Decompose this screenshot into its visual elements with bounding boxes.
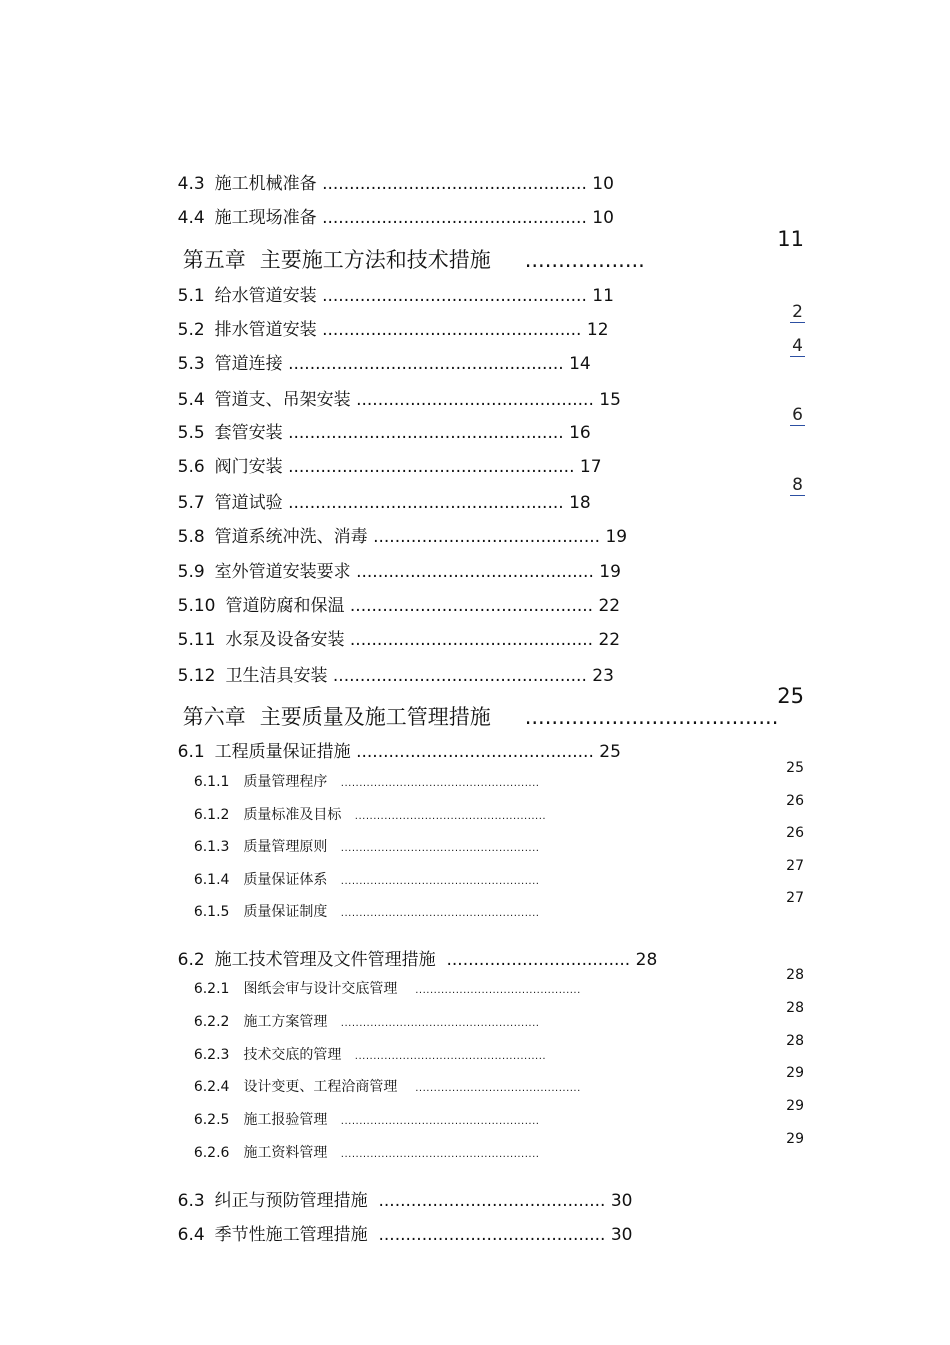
toc-number: 5.3: [177, 354, 205, 374]
toc-title: 管道支、吊架安装: [214, 390, 351, 410]
toc-leader: ......................................................: [340, 778, 540, 789]
toc-number: 5.1: [177, 286, 205, 306]
toc-title: 工程质量保证措施: [214, 742, 351, 762]
toc-number: 5.7: [177, 493, 205, 513]
toc-number: 6.2: [177, 950, 205, 970]
toc-chapter-5-page: 11: [777, 227, 804, 251]
toc-number: 5.8: [177, 527, 205, 547]
toc-title: 技术交底的管理: [243, 1047, 342, 1063]
toc-page-number: 25: [786, 760, 804, 776]
toc-page-number: 27: [786, 858, 804, 874]
toc-number: 4.4: [177, 208, 205, 228]
toc-number: 5.6: [177, 457, 205, 477]
toc-leader: ......................................................: [340, 908, 540, 919]
toc-leader: ............................................: [356, 562, 594, 582]
toc-leader: ..................: [524, 248, 645, 272]
toc-title: 室外管道安装要求: [214, 562, 351, 582]
toc-title: 阀门安装: [214, 457, 283, 477]
toc-number: 5.11: [177, 630, 216, 650]
toc-leader: .................................................: [322, 208, 587, 228]
toc-title: 图纸会审与设计交底管理: [243, 981, 398, 997]
toc-page-number: 22: [598, 630, 621, 650]
toc-title: 季节性施工管理措施: [214, 1225, 368, 1245]
toc-title: 排水管道安装: [214, 320, 317, 340]
toc-page-number: 15: [599, 390, 621, 410]
toc-page-number: 18: [569, 493, 591, 513]
toc-page-number: 27: [786, 890, 804, 906]
toc-leader: ..................................: [446, 950, 631, 970]
toc-number: 6.3: [177, 1191, 205, 1211]
toc-title: 管道试验: [214, 493, 283, 513]
toc-page-number: 19: [599, 562, 621, 582]
toc-title: 施工方案管理: [243, 1014, 328, 1030]
toc-number: 5.9: [177, 562, 205, 582]
toc-number: 6.2.2: [193, 1014, 230, 1030]
toc-leader: ................................................: [322, 320, 582, 340]
toc-leader: .....................................................: [288, 457, 575, 477]
toc-leader: ..........................................: [378, 1225, 606, 1245]
toc-leader: ......................................................: [340, 843, 540, 854]
toc-chapter-number: 第五章: [182, 248, 246, 272]
toc-number: 6.1.1: [193, 774, 230, 790]
toc-chapter-title: 主要质量及施工管理措施: [259, 705, 491, 729]
toc-title: 施工资料管理: [243, 1145, 328, 1161]
toc-title: 质量管理程序: [243, 774, 328, 790]
toc-leader: .................................................: [322, 286, 587, 306]
toc-number: 6.2.3: [193, 1047, 230, 1063]
toc-page-number: 14: [569, 354, 591, 374]
toc-page-number: 29: [786, 1131, 804, 1147]
toc-title: 质量管理原则: [243, 839, 328, 855]
toc-number: 6.4: [177, 1225, 205, 1245]
toc-leader: .............................................: [415, 985, 581, 996]
toc-title: 施工现场准备: [214, 208, 317, 228]
toc-page-number: 28: [786, 1000, 804, 1016]
toc-page-number: 22: [598, 596, 621, 616]
toc-chapter-number: 第六章: [182, 705, 246, 729]
toc-page-number: 28: [635, 950, 658, 970]
toc-number: 6.2.5: [193, 1112, 230, 1128]
toc-leader: ............................................: [356, 390, 594, 410]
toc-title: 管道防腐和保温: [225, 596, 345, 616]
toc-leader: ...................................................: [288, 493, 564, 513]
toc-leader: ......................................................: [340, 1116, 540, 1127]
toc-page-number: 29: [786, 1098, 804, 1114]
toc-leader: ............................................: [356, 742, 594, 762]
toc-title: 施工技术管理及文件管理措施: [214, 950, 436, 970]
toc-leader: .................................................: [322, 174, 587, 194]
toc-number: 5.10: [177, 596, 216, 616]
toc-leader: ..........................................: [378, 1191, 606, 1211]
toc-page-number: 12: [586, 320, 609, 340]
toc-title: 水泵及设备安装: [225, 630, 345, 650]
toc-title: 管道系统冲洗、消毒: [214, 527, 368, 547]
toc-number: 6.1.3: [193, 839, 230, 855]
margin-link-marker[interactable]: 6: [790, 407, 805, 426]
toc-page-number: 26: [786, 793, 804, 809]
toc-leader: ...................................................: [288, 423, 564, 443]
toc-title: 纠正与预防管理措施: [214, 1191, 368, 1211]
toc-page-number: 10: [592, 208, 614, 228]
toc-leader: ..........................................: [373, 527, 601, 547]
toc-leader: ...............................................: [332, 666, 587, 686]
toc-leader: ......................................................: [340, 1018, 540, 1029]
toc-page-number: 11: [592, 286, 614, 306]
toc-entry-6-4[interactable]: [156, 1210, 633, 1261]
toc-page-number: 10: [592, 174, 614, 194]
toc-number: 6.2.1: [193, 981, 230, 997]
toc-page-number: 30: [610, 1191, 633, 1211]
toc-page-number: 23: [592, 666, 614, 686]
toc-title: 给水管道安装: [214, 286, 317, 306]
toc-page-number: 19: [605, 527, 628, 547]
toc-number: 6.1.4: [193, 872, 230, 888]
toc-entry-6-2-6[interactable]: [176, 1132, 539, 1174]
toc-page-number: 29: [786, 1065, 804, 1081]
toc-title: 施工报验管理: [243, 1112, 328, 1128]
toc-number: 5.4: [177, 390, 205, 410]
toc-page-number: 26: [786, 825, 804, 841]
toc-leader: ......................................: [524, 705, 779, 729]
toc-title: 套管安装: [214, 423, 283, 443]
toc-number: 4.3: [177, 174, 205, 194]
toc-page-number: 25: [599, 742, 621, 762]
margin-link-marker[interactable]: 8: [790, 477, 805, 496]
toc-entry-6-1-5[interactable]: [176, 891, 539, 933]
toc-leader: ....................................................: [354, 811, 547, 822]
toc-page-number: 30: [610, 1225, 633, 1245]
toc-title: 管道连接: [214, 354, 283, 374]
toc-page-number: 16: [569, 423, 591, 443]
toc-page-number: 28: [786, 967, 804, 983]
toc-title: 施工机械准备: [214, 174, 317, 194]
toc-leader: ......................................................: [340, 876, 540, 887]
toc-title: 设计变更、工程洽商管理: [243, 1079, 398, 1095]
toc-page-number: 17: [579, 457, 602, 477]
toc-number: 6.1.2: [193, 807, 230, 823]
margin-link-marker[interactable]: 4: [790, 338, 805, 357]
toc-leader: ....................................................: [354, 1051, 547, 1062]
toc-number: 6.1.5: [193, 904, 230, 920]
toc-title: 卫生洁具安装: [225, 666, 328, 686]
toc-number: 6.1: [177, 742, 205, 762]
toc-leader: .............................................: [349, 596, 594, 616]
toc-leader: .............................................: [349, 630, 594, 650]
toc-number: 6.2.6: [193, 1145, 230, 1161]
toc-leader: ...................................................: [288, 354, 564, 374]
toc-chapter-title: 主要施工方法和技术措施: [259, 248, 491, 272]
toc-leader: .............................................: [415, 1083, 581, 1094]
toc-chapter-6-page: 25: [777, 684, 804, 708]
toc-title: 质量保证体系: [243, 872, 328, 888]
toc-number: 5.5: [177, 423, 205, 443]
toc-number: 5.2: [177, 320, 205, 340]
margin-link-marker[interactable]: 2: [790, 304, 805, 323]
toc-number: 6.2.4: [193, 1079, 230, 1095]
toc-title: 质量标准及目标: [243, 807, 342, 823]
toc-number: 5.12: [177, 666, 216, 686]
toc-page-number: 28: [786, 1033, 804, 1049]
toc-leader: ......................................................: [340, 1149, 540, 1160]
toc-title: 质量保证制度: [243, 904, 328, 920]
